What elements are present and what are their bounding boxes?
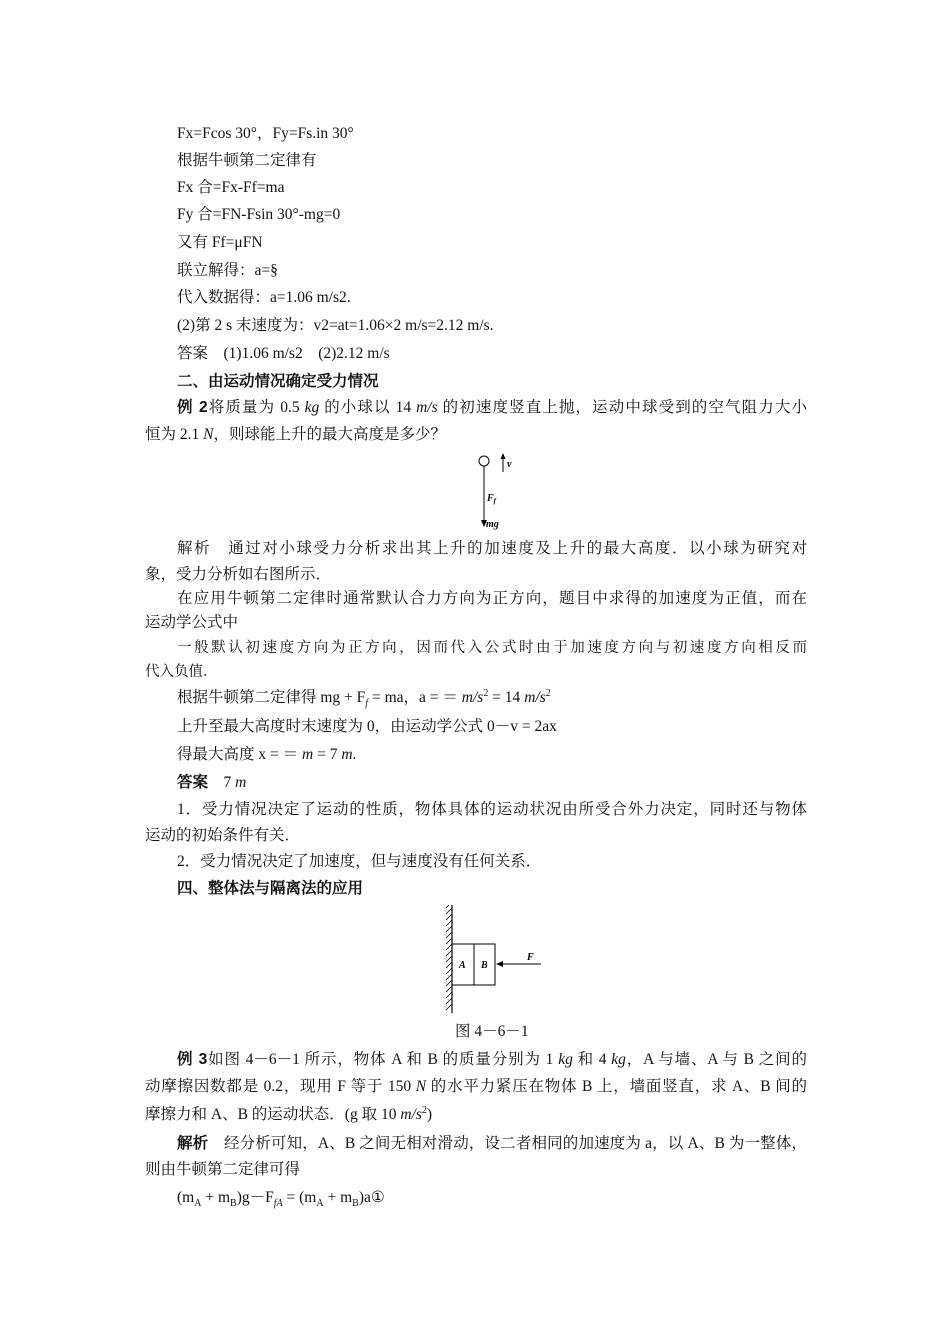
unit: m/s bbox=[524, 689, 546, 706]
subscript: A bbox=[194, 1198, 202, 1210]
example-label: 例 3 bbox=[177, 1051, 208, 1068]
example-2-line-2 bbox=[145, 425, 446, 445]
text-line: 则由牛顿第二定律可得 bbox=[145, 1161, 301, 1178]
text-line: 1．受力情况决定了运动的性质，物体具体的运动状况由所受合外力决定，同时还与物体 bbox=[177, 801, 807, 818]
subscript: B bbox=[352, 1198, 359, 1210]
text-line: Fy 合=FN-Fsin 30°-mg=0 bbox=[177, 206, 341, 223]
text-span: 根据牛顿第二定律得 mg + F bbox=[177, 689, 366, 706]
example-3-line-1 bbox=[177, 1050, 807, 1070]
text-line: Fx 合=Fx-Ff=ma bbox=[177, 179, 285, 196]
text-span: . bbox=[352, 746, 357, 763]
wall-hatching bbox=[446, 905, 452, 1010]
text-line: 代入数据得：a=1.06 m/s2. bbox=[177, 289, 351, 306]
unit: m bbox=[302, 746, 314, 763]
force-arrow-head bbox=[496, 961, 503, 967]
text-span: 7 bbox=[208, 774, 236, 791]
text-span: 的初速度竖直上抛，运动中球受到的空气阻力大小 bbox=[437, 399, 807, 416]
ball bbox=[479, 456, 489, 466]
subscript: fA bbox=[273, 1198, 283, 1210]
text-span: 将质量为 0.5 bbox=[207, 399, 305, 416]
unit: m bbox=[341, 746, 353, 763]
text-line: 答案 (1)1.06 m/s2 (2)2.12 m/s bbox=[177, 345, 390, 362]
text-line: 又有 Ff=μFN bbox=[177, 234, 263, 251]
text-span: )a① bbox=[358, 1189, 385, 1206]
superscript: 2 bbox=[421, 1104, 427, 1116]
answer-line bbox=[177, 773, 246, 793]
text-span: 的小球以 14 bbox=[319, 399, 417, 416]
text-span: 恒为 2.1 bbox=[145, 426, 204, 443]
text-line: 运动的初始条件有关． bbox=[145, 827, 301, 844]
answer-label: 答案 bbox=[177, 774, 209, 791]
solution-3-line-1 bbox=[177, 1134, 807, 1154]
unit: m/s bbox=[416, 399, 438, 416]
velocity-label: v bbox=[507, 459, 512, 470]
equation-line: 上升至最大高度时末速度为 0，由运动学公式 0－v = 2ax bbox=[177, 718, 557, 735]
text-line: 在应用牛顿第二定律时通常默认合力方向为正方向，题目中求得的加速度为正值，而在 bbox=[177, 590, 807, 607]
superscript: 2 bbox=[545, 687, 551, 699]
equation-line bbox=[177, 745, 356, 765]
unit: m bbox=[235, 774, 247, 791]
text-span: 摩擦力和 A、B 的运动状态．(g 取 10 bbox=[145, 1106, 401, 1123]
text-line: 一般默认初速度方向为正方向，因而代入公式时由于加速度方向与初速度方向相反而 bbox=[177, 640, 807, 656]
text-span: 动摩擦因数都是 0.2，现用 F 等于 150 bbox=[145, 1078, 416, 1095]
text-line: 解析 通过对小球受力分析求出其上升的加速度及上升的最大高度．以小球为研究对 bbox=[177, 540, 807, 557]
block-b-label: B bbox=[481, 960, 488, 971]
text-span: = 14 bbox=[488, 689, 525, 706]
text-line: 根据牛顿第二定律有 bbox=[177, 152, 317, 169]
section-heading: 二、由运动情况确定受力情况 bbox=[177, 373, 379, 390]
text-span: 和 4 bbox=[572, 1051, 612, 1068]
unit: kg bbox=[611, 1051, 626, 1068]
friction-label bbox=[486, 493, 497, 505]
friction-label-sub: f bbox=[493, 497, 497, 505]
friction-label-main: F bbox=[487, 493, 494, 504]
text-span: = 7 bbox=[313, 746, 342, 763]
velocity-arrow-head bbox=[501, 453, 506, 459]
unit: N bbox=[415, 1078, 427, 1095]
text-span: 得最大高度 x = ＝ bbox=[177, 746, 302, 763]
text-line: 象，受力分析如右图所示． bbox=[145, 566, 332, 583]
equation-line bbox=[177, 688, 551, 708]
text-line: 运动学公式中 bbox=[145, 614, 239, 631]
text-span: 的水平力紧压在物体 B 上，墙面竖直，求 A、B 间的 bbox=[426, 1078, 807, 1095]
subscript: A bbox=[316, 1198, 324, 1210]
text-span: + m bbox=[201, 1189, 231, 1206]
text-span: 如图 4－6－1 所示，物体 A 和 B 的质量分别为 1 bbox=[207, 1051, 559, 1068]
example-3-line-3 bbox=[145, 1105, 432, 1125]
subscript: f bbox=[365, 698, 369, 710]
unit: kg bbox=[304, 399, 320, 416]
text-span: 经分析可知，A、B 之间无相对滑动，设二者相同的加速度为 a，以 A、B 为一整体， bbox=[208, 1135, 807, 1152]
text-line: 2．受力情况决定了加速度，但与速度没有任何关系． bbox=[177, 853, 542, 870]
text-line: 联立解得：a=§ bbox=[177, 262, 278, 279]
force-label: F bbox=[527, 952, 534, 963]
subscript: B bbox=[230, 1198, 237, 1210]
figure-caption: 图 4－6－1 bbox=[455, 1023, 529, 1040]
unit: kg bbox=[558, 1051, 573, 1068]
text-span: (m bbox=[177, 1189, 195, 1206]
text-line: Fx=Fcos 30°，Fy=Fs.in 30° bbox=[177, 125, 354, 142]
unit: m/s bbox=[400, 1106, 422, 1123]
wall-blocks-diagram bbox=[440, 905, 550, 1015]
text-line: 代入负值． bbox=[145, 664, 218, 680]
text-span: ) bbox=[426, 1106, 433, 1123]
superscript: 2 bbox=[483, 687, 489, 699]
example-label: 例 2 bbox=[177, 399, 208, 416]
text-line: (2)第 2 s 末速度为：v2=at=1.06×2 m/s=2.12 m/s. bbox=[177, 317, 494, 334]
unit: N bbox=[203, 426, 214, 443]
text-span: = (m bbox=[282, 1189, 317, 1206]
section-heading: 四、整体法与隔离法的应用 bbox=[177, 880, 364, 897]
text-span: )g－F bbox=[236, 1189, 274, 1206]
example-3-line-2 bbox=[145, 1077, 807, 1097]
block-a-label: A bbox=[459, 960, 466, 971]
text-span: ，则球能上升的最大高度是多少？ bbox=[213, 426, 446, 443]
gravity-label: mg bbox=[486, 519, 499, 530]
example-2-line-1 bbox=[177, 398, 807, 418]
text-span: = ma，a = ＝ bbox=[368, 689, 462, 706]
solution-label: 解析 bbox=[177, 1135, 209, 1152]
equation-line bbox=[177, 1188, 385, 1208]
unit: m/s bbox=[461, 689, 484, 706]
text-span: ，A 与墙、A 与 B 之间的 bbox=[625, 1051, 807, 1068]
text-span: + m bbox=[323, 1189, 353, 1206]
ball-force-diagram bbox=[472, 450, 522, 532]
